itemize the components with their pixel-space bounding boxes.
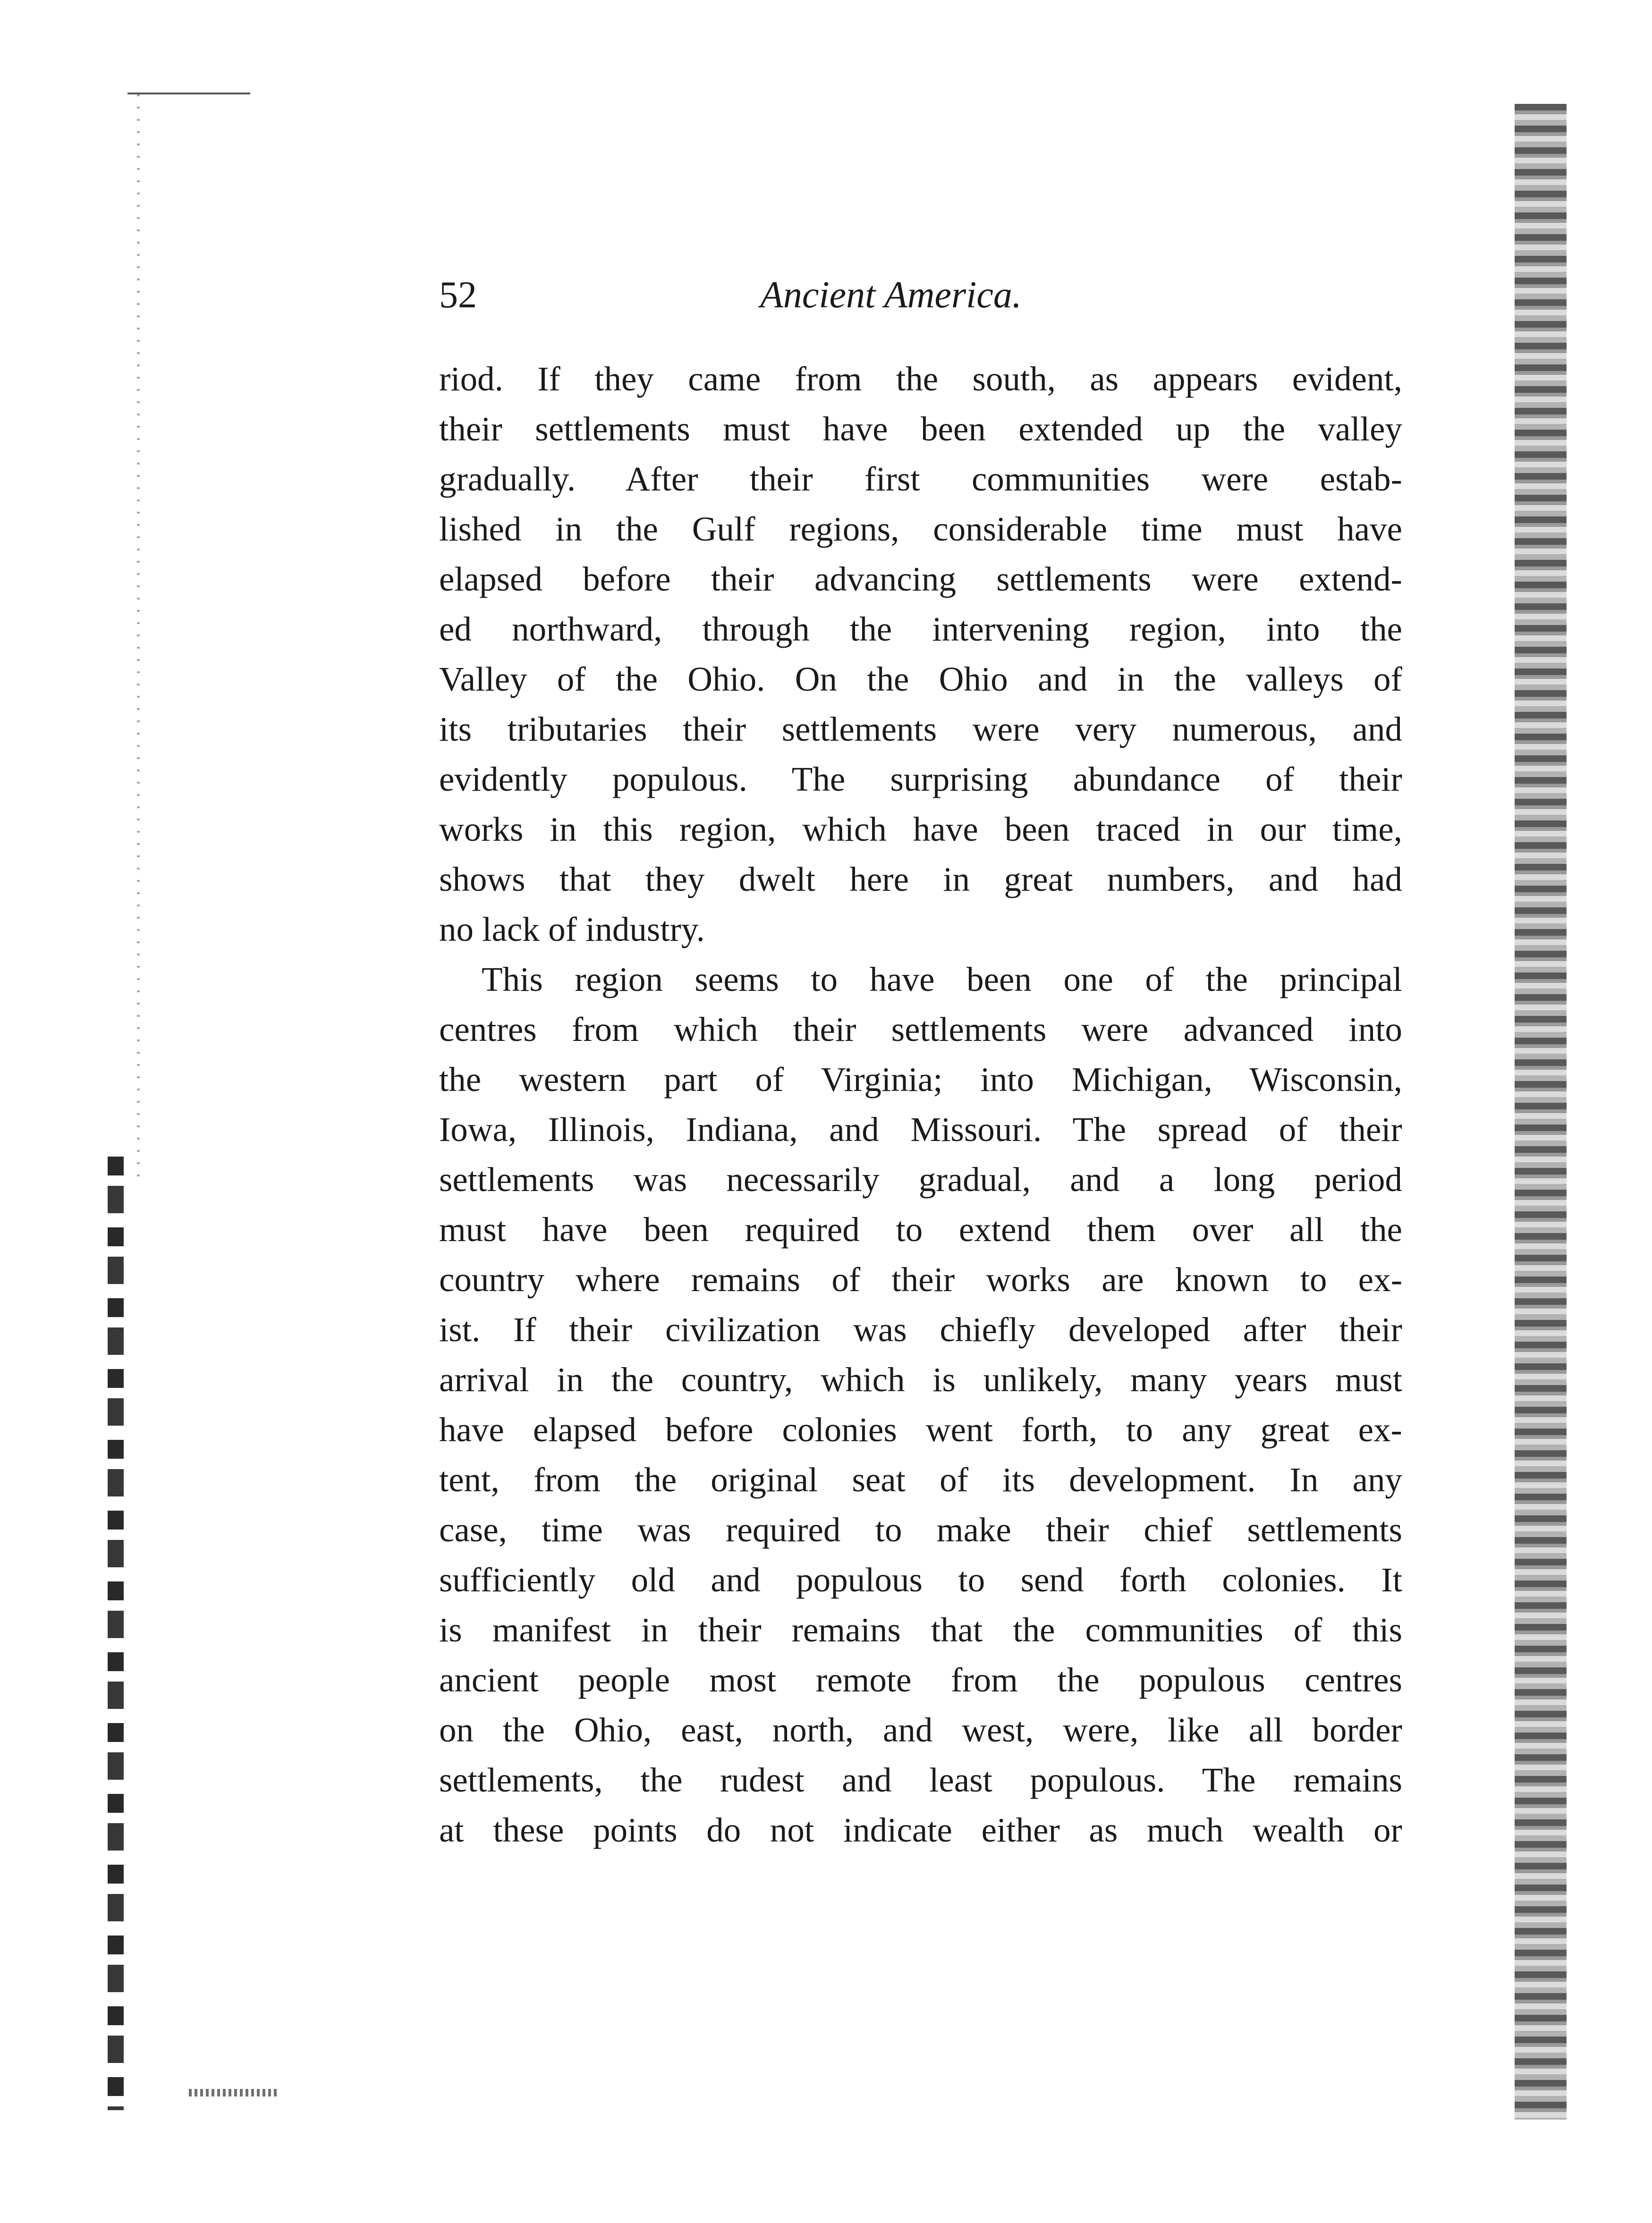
scan-mark-top: [127, 93, 250, 94]
text-line: case, time was required to make their chief settlements: [439, 1511, 1402, 1549]
text-line: lished in the Gulf regions, considerable time must have: [439, 510, 1402, 548]
text-line: ancient people most remote from the populous centres: [439, 1661, 1402, 1699]
text-line: sufficiently old and populous to send forth colonies. It: [439, 1561, 1402, 1599]
paragraph-1: [439, 354, 1402, 955]
text-line: ist. If their civilization was chiefly developed after their: [439, 1310, 1402, 1349]
text-line: evidently populous. The surprising abundance of their: [439, 760, 1402, 798]
paragraph-2: [439, 955, 1402, 1855]
text-line: Valley of the Ohio. On the Ohio and in the valleys of: [439, 660, 1402, 698]
text-line: is manifest in their remains that the communities of this: [439, 1611, 1402, 1649]
page-body: [439, 354, 1402, 1855]
page-number: 52: [439, 274, 477, 316]
text-line: Iowa, Illinois, Indiana, and Missouri. The spread of their: [439, 1110, 1402, 1149]
text-line: country where remains of their works are known to ex-: [439, 1260, 1402, 1299]
text-line: riod. If they came from the south, as appears evident,: [439, 360, 1402, 398]
scan-mark-bottom: [189, 2089, 279, 2096]
scan-edge-left: [108, 1157, 124, 2110]
text-line: ed northward, through the intervening region, into the: [439, 610, 1402, 648]
page-header: [439, 269, 1379, 321]
text-line: shows that they dwelt here in great numbers, and had: [439, 860, 1402, 898]
text-line: its tributaries their settlements were very numerous, and: [439, 710, 1402, 748]
text-line: settlements was necessarily gradual, and a long period: [439, 1160, 1402, 1199]
running-title: Ancient America.: [760, 274, 1022, 316]
text-line: the western part of Virginia; into Michigan, Wisconsin,: [439, 1060, 1402, 1099]
text-line: have elapsed before colonies went forth, to any great ex-: [439, 1411, 1402, 1449]
text-line: gradually. After their first communities were estab-: [439, 460, 1402, 498]
text-line: no lack of industry.: [439, 910, 705, 948]
text-line: tent, from the original seat of its development. In any: [439, 1461, 1402, 1499]
text-line: This region seems to have been one of the principal: [482, 960, 1402, 998]
text-line: settlements, the rudest and least populous. The remains: [439, 1761, 1402, 1799]
text-line: at these points do not indicate either as much wealth or: [439, 1811, 1402, 1849]
text-line: centres from which their settlements were advanced into: [439, 1010, 1402, 1048]
text-line: works in this region, which have been traced in our time,: [439, 810, 1402, 848]
scan-edge-right: [1515, 104, 1567, 2120]
text-line: on the Ohio, east, north, and west, were, like all border: [439, 1711, 1402, 1749]
text-line: must have been required to extend them over all the: [439, 1210, 1402, 1249]
text-line: their settlements must have been extended up the valley: [439, 410, 1402, 448]
scan-edge-left-dots: [137, 94, 140, 1180]
text-line: elapsed before their advancing settlements were extend-: [439, 560, 1402, 598]
text-line: arrival in the country, which is unlikely, many years must: [439, 1361, 1402, 1399]
